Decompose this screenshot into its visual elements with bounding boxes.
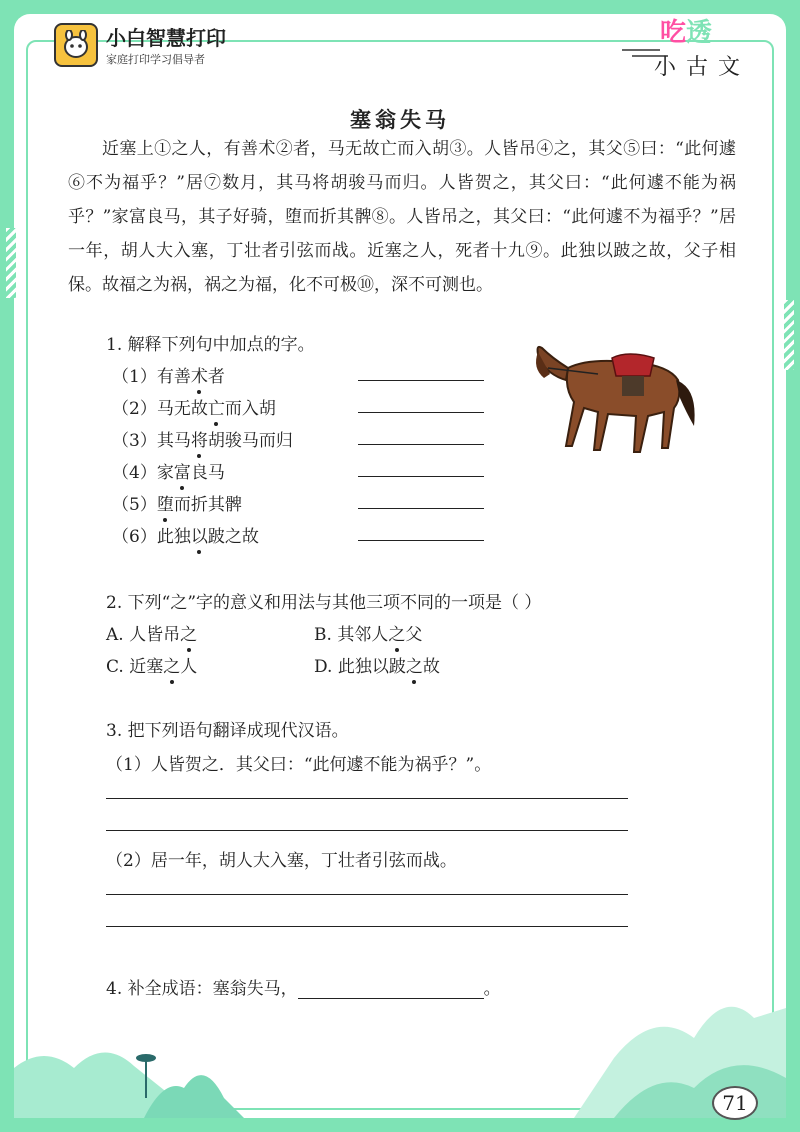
q1-answer-blank-2[interactable] <box>358 412 484 413</box>
q1-item-1: （1）有善术者 <box>112 362 225 387</box>
left-stripe-decoration <box>6 228 16 298</box>
mountain-decoration <box>14 948 786 1118</box>
question-1-stem: 1. 解释下列句中加点的字。 <box>106 335 315 355</box>
q1-item-2: （2）马无故亡而入胡 <box>112 394 276 419</box>
q1-answer-blank-1[interactable] <box>358 380 484 381</box>
brand-name: 小白智慧打印 <box>106 26 226 50</box>
q1-answer-blank-5[interactable] <box>358 508 484 509</box>
classical-passage: 近塞上①之人，有善术②者，马无故亡而入胡③。人皆吊④之，其父⑤曰：“此何遽⑥不为福乎？”居⑦数月，其马将胡骏马而归。人皆贺之，其父曰：“此何遽不能为祸乎？”家富良马，其子好骑，堕而折其髀⑧。人皆吊之，其父曰：“此何遽不为福乎？”居一年，胡人大入塞，丁壮者引弦而战。近塞之人，死者十九⑨。此独以跛之故，父子相保。故福之为祸，祸之为福，化不可极⑩，深不可测也。 <box>68 139 736 295</box>
q2-option-d[interactable]: D. 此独以跛之故 <box>314 652 440 677</box>
brand-header <box>54 22 226 67</box>
q3-answer-line-4[interactable] <box>106 926 628 927</box>
q3-sentence-1: （1）人皆贺之．其父曰：“此何遽不能为祸乎？”。 <box>106 755 492 775</box>
series-title <box>620 12 770 84</box>
series-title-bottom: 小古文 <box>654 55 751 80</box>
q2-option-a[interactable]: A. 人皆吊之 <box>106 620 197 645</box>
q2-option-b[interactable]: B. 其邻人之父 <box>314 620 422 645</box>
q1-item-5: （5）堕而折其髀 <box>112 490 242 515</box>
article-title: 塞翁失马 <box>350 107 450 132</box>
brand-slogan: 家庭打印学习倡导者 <box>106 53 205 66</box>
q1-answer-blank-4[interactable] <box>358 476 484 477</box>
series-title-top: 吃透 <box>660 18 713 48</box>
horse-illustration <box>528 328 708 458</box>
question-2-stem: 2. 下列“之”字的意义和用法与其他三项不同的一项是（ ） <box>106 593 542 613</box>
q2-option-c[interactable]: C. 近塞之人 <box>106 652 197 677</box>
q3-answer-line-3[interactable] <box>106 894 628 895</box>
q1-item-6: （6）此独以跛之故 <box>112 522 259 547</box>
q3-answer-line-1[interactable] <box>106 798 628 799</box>
q1-item-3: （3）其马将胡骏马而归 <box>112 426 293 451</box>
q1-answer-blank-3[interactable] <box>358 444 484 445</box>
question-4: 4. 补全成语：塞翁失马， 。 <box>106 979 501 999</box>
q1-item-4: （4）家富良马 <box>112 458 225 483</box>
q3-answer-line-2[interactable] <box>106 830 628 831</box>
question-3-stem: 3. 把下列语句翻译成现代汉语。 <box>106 721 349 741</box>
q1-answer-blank-6[interactable] <box>358 540 484 541</box>
right-stripe-decoration <box>784 300 794 370</box>
page-number: 71 <box>712 1086 758 1120</box>
q3-sentence-2: （2）居一年，胡人大入塞，丁壮者引弦而战。 <box>106 851 457 871</box>
brand-logo-icon <box>54 23 98 67</box>
